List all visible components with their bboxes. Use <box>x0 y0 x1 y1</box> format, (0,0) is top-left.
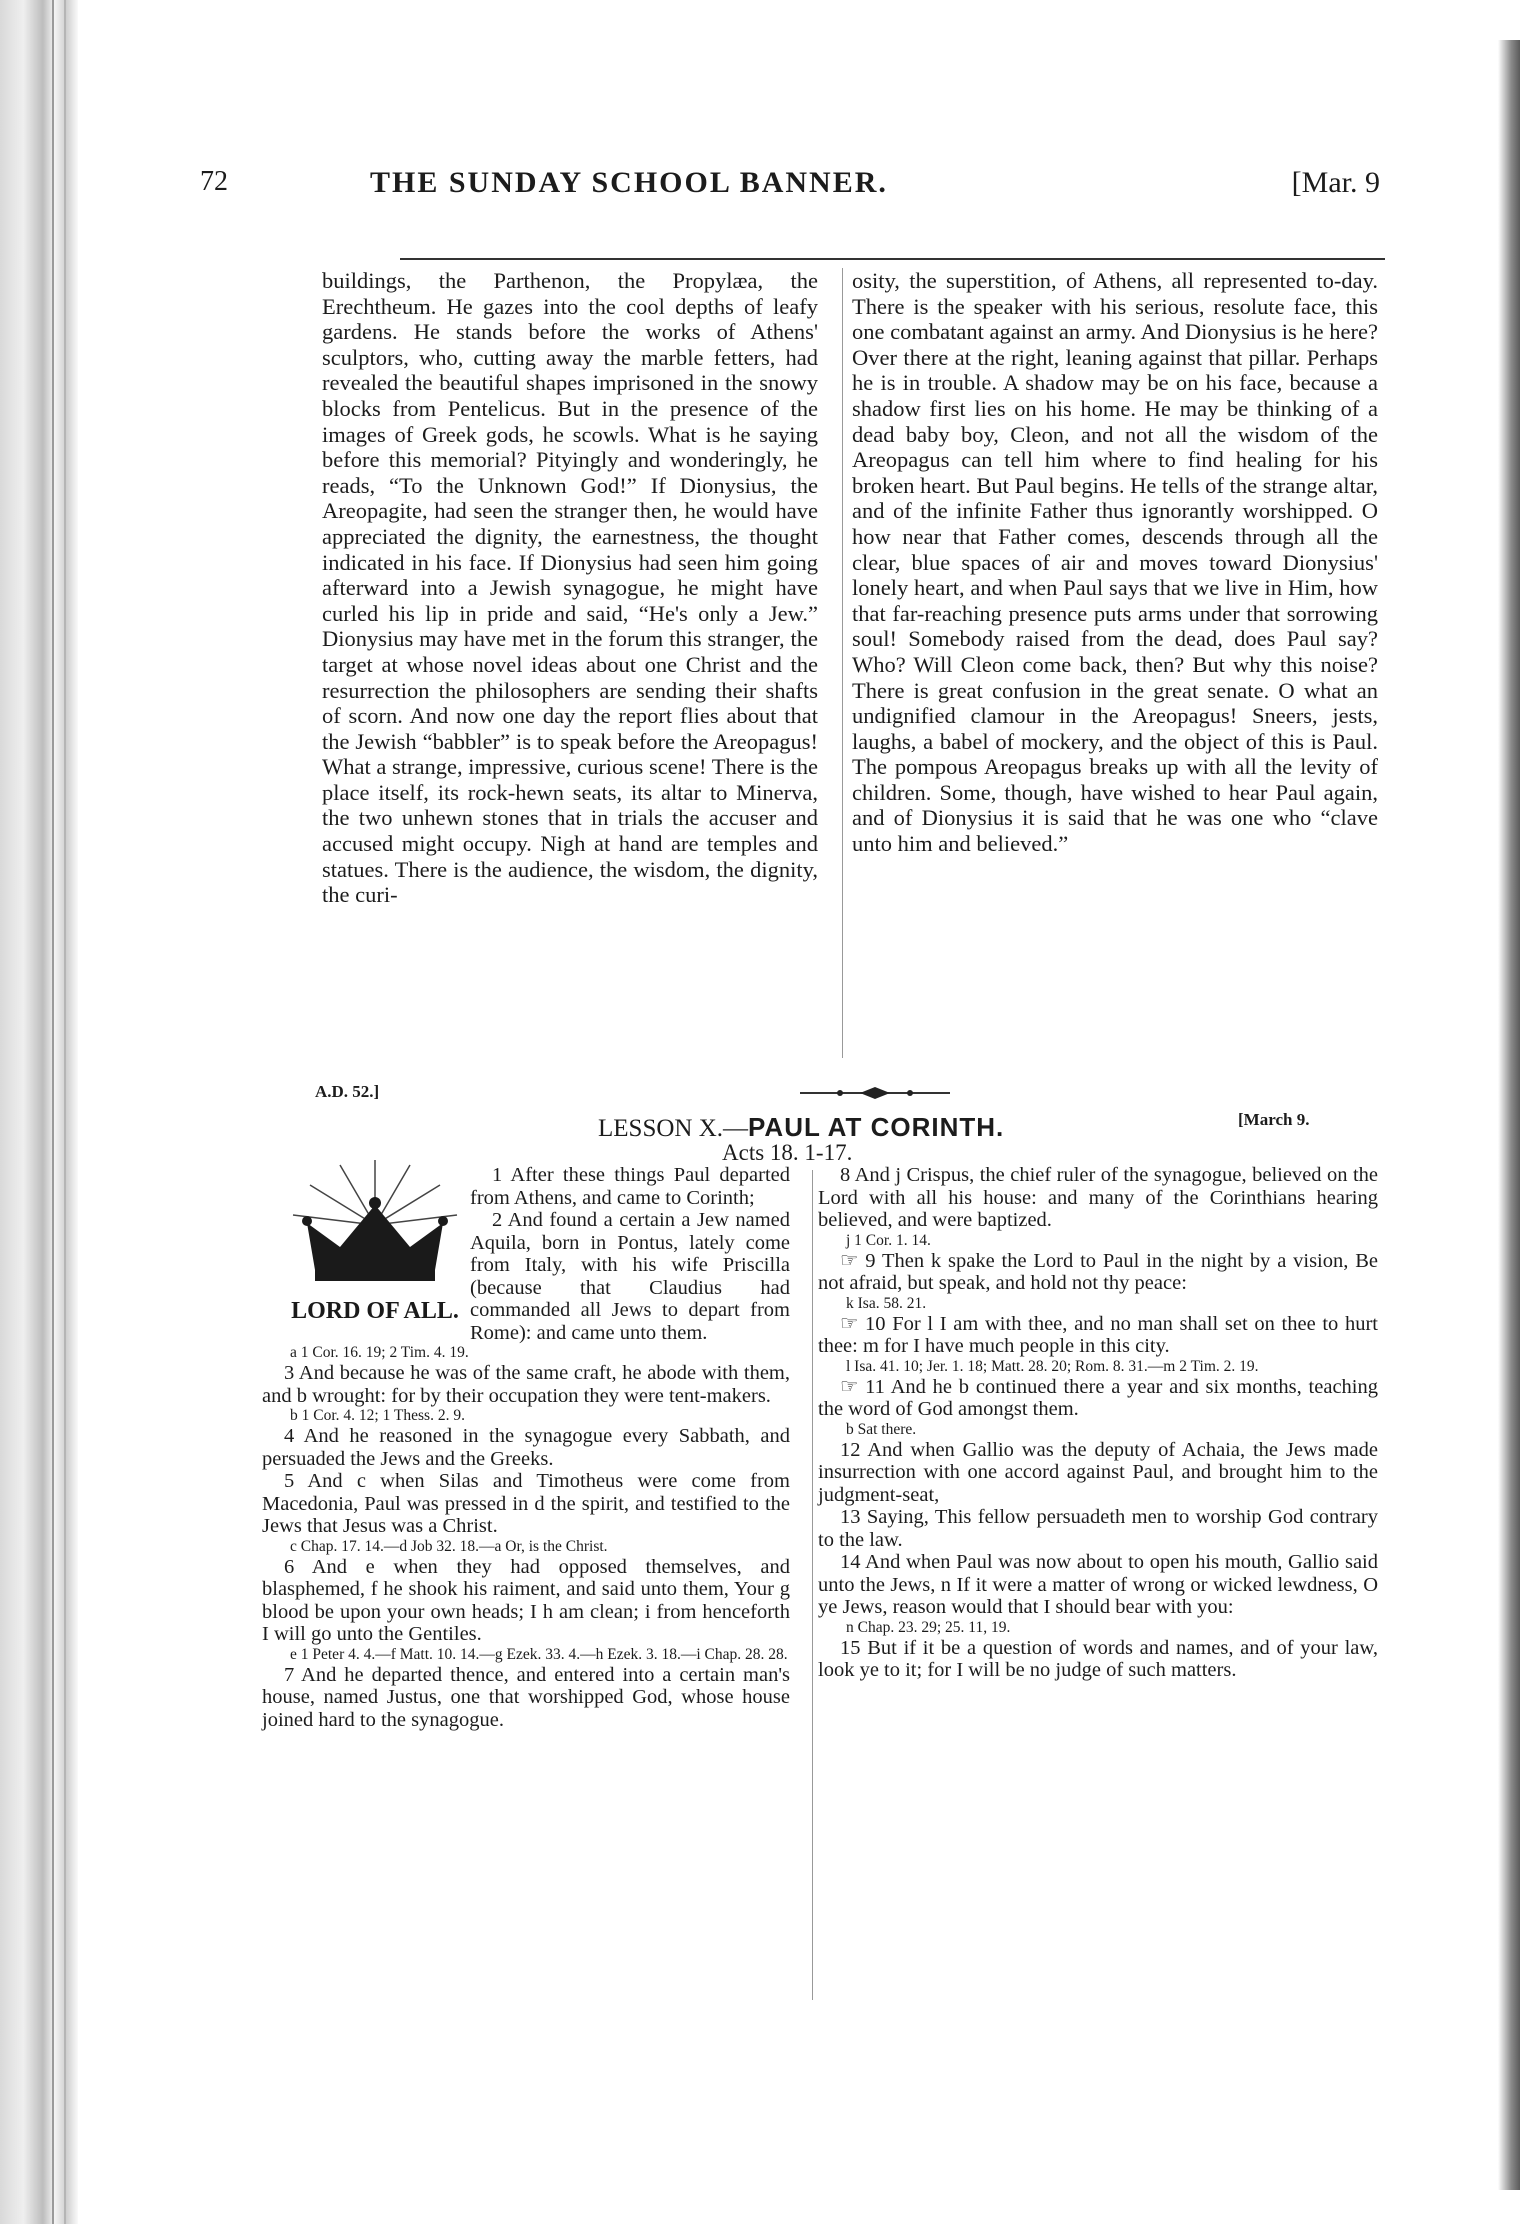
scripture-verse: 15 But if it be a question of words and names, and of your law, look ye to it; for I will be no judge of such matters. <box>818 1636 1378 1681</box>
article-right-column <box>852 268 1378 857</box>
binding-fold-line <box>52 0 54 2224</box>
running-header <box>200 158 1380 218</box>
scripture-footnote: b 1 Cor. 4. 12; 1 Thess. 2. 9. <box>290 1407 465 1424</box>
lesson-number: LESSON X.— <box>598 1115 749 1142</box>
scripture-verse: 2 And found a certain a Jew named Aquila, born in Pontus, lately come from Italy, with his wife Priscilla (because that Claudius had commanded all Jews to depart from Rome): and came unto them. <box>470 1209 790 1344</box>
scripture-verse: 3 And because he was of the same craft, he abode with them, and b wrought: for by their occupation they were tent-makers. <box>262 1362 790 1407</box>
lesson-right-column <box>818 1164 1378 1682</box>
scripture-reference: Acts 18. 1-17. <box>722 1140 853 1165</box>
lesson-title: PAUL AT CORINTH. <box>748 1112 1005 1142</box>
scripture-verse: 12 And when Gallio was the deputy of Achaia, the Jews made insurrection with one accord against Paul, and brought him to the judgment-seat, <box>818 1438 1378 1506</box>
lesson-date-ad: A.D. 52.] <box>315 1082 380 1101</box>
column-divider <box>812 1170 813 2000</box>
scripture-footnote: j 1 Cor. 1. 14. <box>846 1231 931 1249</box>
scripture-footnote: b Sat there. <box>846 1420 917 1438</box>
scripture-verse: ☞ 11 And he b continued there a year and six months, teaching the word of God amongst them. <box>818 1375 1378 1420</box>
scripture-verse: 4 And he reasoned in the synagogue every Sabbath, and persuaded the Jews and the Greeks. <box>262 1425 790 1470</box>
scripture-footnote: l Isa. 41. 10; Jer. 1. 18; Matt. 28. 20; Rom. 8. 31.—m 2 Tim. 2. 19. <box>846 1357 1259 1375</box>
header-rule <box>400 258 1385 260</box>
ornament-divider <box>800 1086 950 1100</box>
scripture-verse: 13 Saying, This fellow persuadeth men to worship God contrary to the law. <box>818 1506 1378 1551</box>
scripture-verse: 7 And he departed thence, and entered into a certain man's house, named Justus, one that worshipped God, whose house joined hard to the synagogue. <box>262 1663 790 1731</box>
article-left-column <box>322 268 818 908</box>
scripture-verse: 1 After these things Paul departed from Athens, and came to Corinth; <box>470 1164 790 1209</box>
running-title: THE SUNDAY SCHOOL BANNER. <box>370 166 888 199</box>
scripture-footnote: n Chap. 23. 29; 25. 11, 19. <box>846 1618 1011 1636</box>
lesson-month: [March 9. <box>1238 1110 1310 1129</box>
scripture-footnote: k Isa. 58. 21. <box>846 1294 927 1312</box>
scripture-verse: ☞ 10 For l I am with thee, and no man shall set on thee to hurt thee: m for I have much people in this city. <box>818 1312 1378 1357</box>
scripture-verse: 6 And e when they had opposed themselves, and blasphemed, f he shook his raiment, and said unto them, Your g blood be upon your own heads; I h am clean; i from henceforth I will go unto the Gentiles. <box>262 1555 790 1645</box>
book-binding-edge <box>0 0 78 2224</box>
crown-caption: LORD OF ALL. <box>291 1298 459 1324</box>
scripture-verse: ☞ 9 Then k spake the Lord to Paul in the night by a vision, Be not afraid, but speak, and hold not thy peace: <box>818 1249 1378 1294</box>
scripture-verse: 5 And c when Silas and Timotheus were come from Macedonia, Paul was pressed in d the spirit, and testified to the Jews that Jesus was a Christ. <box>262 1470 790 1537</box>
scripture-footnote: e 1 Peter 4. 4.—f Matt. 10. 14.—g Ezek. 33. 4.—h Ezek. 3. 18.—i Chap. 28. 28. <box>290 1645 788 1663</box>
column-divider <box>842 268 843 1058</box>
scripture-verse: 8 And j Crispus, the chief ruler of the synagogue, believed on the Lord with all his house: and many of the Corinthians hearing believed, and were baptized. <box>818 1164 1378 1231</box>
header-date: [Mar. 9 <box>1291 166 1380 199</box>
lesson-left-column <box>262 1164 790 1731</box>
scripture-footnote: a 1 Cor. 16. 19; 2 Tim. 4. 19. <box>290 1344 469 1361</box>
page-number: 72 <box>200 166 228 197</box>
article-text-left: buildings, the Parthenon, the Propylæa, the Erechtheum. He gazes into the cool depths of leafy gardens. He stands before the works of Athens' sculptors, who, cutting away the marble fetters, had revealed the beautiful shapes imprisoned in the snowy blocks from Pentelicus. But in the presence of the images of Greek gods, he scowls. What is he saying before this memorial? Pityingly and wonderingly, he reads, “To the Unknown God!” If Dionysius, the Areopagite, had seen the stranger then, he would have appreciated the dignity, the earnestness, the thought indicated in his face. If Dionysius had seen him going afterward into a Jewish synagogue, he might have curled his lip in pride and said, “He's only a Jew.” Dionysius may have met in the forum this stranger, the target at whose novel ideas about one Christ and the resurrection the philosophers are sending their shafts of scorn. And now one day the report flies about that the Jewish “babbler” is to speak before the Areopagus! What a strange, impressive, curious scene! There is the place itself, its rock-hewn seats, its altar to Minerva, the two unhewn stones that in trials the accuser and accused might occupy. Nigh at hand are temples and statues. There is the audience, the wisdom, the dignity, the curi- <box>322 268 818 908</box>
binding-fold-line <box>64 0 66 2224</box>
scripture-verse: 14 And when Paul was now about to open his mouth, Gallio said unto the Jews, n If it were a matter of wrong or wicked lewdness, O ye Jews, reason would that I should bear with you: <box>818 1551 1378 1618</box>
article-text-right: osity, the superstition, of Athens, all represented to-day. There is the speaker with his serious, resolute face, this one combatant against an army. And Dionysius is he here? Over there at the right, leaning against that pillar. Perhaps he is in trouble. A shadow may be on his face, because a shadow first lies on his home. He may be thinking of a dead baby boy, Cleon, and not all the wisdom of the Areopagus can tell him where to find healing for his broken heart. But Paul begins. He tells of the strange altar, and of the infinite Father thus ignorantly worshipped. O how near that Father comes, descends through all the clear, blue spaces of air and moves toward Dionysius' lonely heart, and when Paul says that we live in Him, how that far-reaching presence puts arms under that sorrowing soul! Somebody raised from the dead, does Paul say? Who? Will Cleon come back, then? But why this noise? There is great confusion in the great senate. O what an undignified clamour in the Areopagus! Sneers, jests, laughs, a babel of mockery, and the object of this is Paul. The pompous Areopagus breaks up with all the levity of children. Some, though, have wished to hear Paul again, and of Dionysius it is said that he was one who “clave unto him and believed.” <box>852 268 1378 857</box>
page-right-edge-shadow <box>1498 40 1520 2190</box>
lesson-heading <box>598 1112 1004 1143</box>
scripture-footnote: c Chap. 17. 14.—d Job 32. 18.—a Or, is the Christ. <box>290 1537 608 1555</box>
